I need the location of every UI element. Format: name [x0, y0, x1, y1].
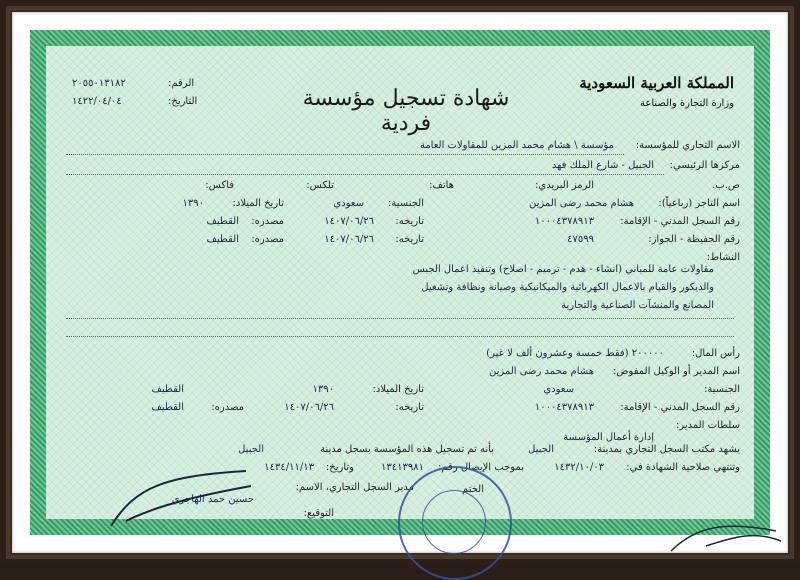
passport-source-label: مصدره:: [251, 234, 284, 245]
nationality-value: سعودي: [333, 198, 364, 209]
birth-label: تاريخ الميلاد:: [232, 198, 284, 209]
powers-label: سلطات المدير:: [675, 420, 740, 431]
ministry-heading: وزارة التجارة والصناعة: [640, 98, 734, 109]
civil-value: ١٠٠٠٤٣٧٨٩١٣: [534, 216, 594, 227]
capital-label: رأس المال:: [691, 348, 740, 359]
m-source-label: مصدره:: [211, 402, 244, 413]
manager-value: هشام محمد رضى المزين: [489, 366, 594, 377]
seal-label: الختم: [462, 484, 484, 495]
expiry-label: وتنتهي صلاحية الشهادة في:: [626, 462, 740, 473]
pobox-label: ص.ب.: [712, 180, 740, 191]
signature-label: التوقيع:: [303, 508, 334, 519]
civil-label: رقم السجل المدني - الإقامة:: [620, 216, 740, 227]
expiry-value: ١٤٣٢/١٠/٠٣: [554, 462, 604, 473]
m-civil-label: رقم السجل المدني - الإقامة:: [620, 402, 740, 413]
m-source-value: القطيف: [151, 402, 184, 413]
reg-label: بموجب الإيصال رقم:: [438, 462, 524, 473]
trade-name-value: مؤسسة \ هشام محمد المزين للمقاولات العامة: [419, 140, 614, 151]
certify-label: يشهد مكتب السجل التجاري بمدينة:: [593, 444, 740, 455]
certificate-paper: [46, 46, 754, 519]
rule: [66, 174, 664, 175]
rule: [66, 336, 734, 337]
hq-label: مركزها الرئيسي:: [669, 160, 740, 171]
passport-value: ٤٧٥٩٩: [567, 234, 594, 245]
reg-date-value: ١٤٣٤/١١/١٣: [264, 462, 314, 473]
activity-line-2: والديكور والقيام بالاعمال الكهربائية والميكانيكية وصيانة ونظافة وتشغيل: [421, 282, 714, 293]
nationality-label: الجنسية:: [388, 198, 424, 209]
civil-source-label: مصدره:: [251, 216, 284, 227]
handwritten-signature: [106, 466, 256, 536]
rule: [66, 318, 734, 319]
m-civil-date-label: تاريخه:: [395, 402, 424, 413]
phone-label: هاتف:: [429, 180, 454, 191]
kingdom-heading: المملكة العربية السعودية: [579, 74, 734, 92]
m-birth-label: تاريخ الميلاد:: [372, 384, 424, 395]
official-seal: [398, 466, 512, 580]
number-label: الرقم:: [168, 78, 195, 89]
civil-source-value: القطيف: [206, 216, 239, 227]
civil-date-value: ١٤٠٧/٠٦/٢٦: [324, 216, 374, 227]
hq-value: الجبيل - شارع الملك فهد: [551, 160, 654, 171]
seal-emblem: [422, 490, 486, 554]
number-value: ٢٠٥٥٠١٣١٨٢: [72, 78, 126, 89]
date-value: ١٤٢٢/٠٤/٠٤: [72, 96, 122, 107]
m-civil-value: ١٠٠٠٤٣٧٨٩١٣: [534, 402, 594, 413]
director-name: حسين حمد الهاجري: [171, 494, 254, 505]
reg-date-label: وتاريخ:: [325, 462, 354, 473]
date-label: التاريخ:: [168, 96, 198, 107]
passport-date-label: تاريخه:: [395, 234, 424, 245]
owner-label: اسم التاجر (رباعياً):: [658, 198, 740, 209]
owner-value: هشام محمد رضى المزين: [529, 198, 634, 209]
powers-value: إدارة أعمال المؤسسة: [563, 432, 654, 443]
passport-date-value: ١٤٠٧/٠٦/٢٦: [324, 234, 374, 245]
passport-source-value: القطيف: [206, 234, 239, 245]
activity-label: النشاط:: [706, 252, 740, 263]
rule: [66, 154, 624, 155]
m-nationality-label: الجنسية:: [704, 384, 740, 395]
trade-name-label: الاسم التجاري للمؤسسة:: [635, 140, 740, 151]
certify-text: بأنه تم تسجيل هذه المؤسسة بسجل مدينة: [320, 444, 494, 455]
certify-city-2: الجبيل: [238, 444, 264, 455]
birth-value: ١٣٩٠: [182, 198, 204, 209]
capital-value: ٢٠٠٠٠٠ (فقط خمسة وعشرون ألف لا غير): [486, 348, 664, 359]
certify-city: الجبيل: [528, 444, 554, 455]
reg-value: ١٣٤١٣٩٨١: [381, 462, 424, 473]
m-civil-date-value: ١٤٠٧/٠٦/٢٦: [284, 402, 334, 413]
m-birth-place: القطيف: [151, 384, 184, 395]
telex-label: تلكس:: [306, 180, 334, 191]
manager-label: اسم المدير أو الوكيل المفوض:: [613, 366, 740, 377]
activity-line-1: مقاولات عامة للمباني (انشاء - هدم - ترميم - اصلاح) وتنفيذ اعمال الجبس: [412, 264, 714, 275]
handwritten-initials: [666, 516, 786, 556]
passport-label: رقم الحفيظة - الجواز:: [648, 234, 740, 245]
postal-label: الرمز البريدي:: [535, 180, 594, 191]
fax-label: فاكس:: [205, 180, 234, 191]
m-nationality-value: سعودي: [543, 384, 574, 395]
activity-line-3: المصانع والمنشآت الصناعية والتجارية: [561, 300, 714, 311]
director-label: مدير السجل التجاري، الاسم:: [295, 482, 414, 493]
m-birth-value: ١٣٩٠: [312, 384, 334, 395]
civil-date-label: تاريخه:: [395, 216, 424, 227]
certificate-title: شهادة تسجيل مؤسسة فردية: [302, 86, 510, 136]
